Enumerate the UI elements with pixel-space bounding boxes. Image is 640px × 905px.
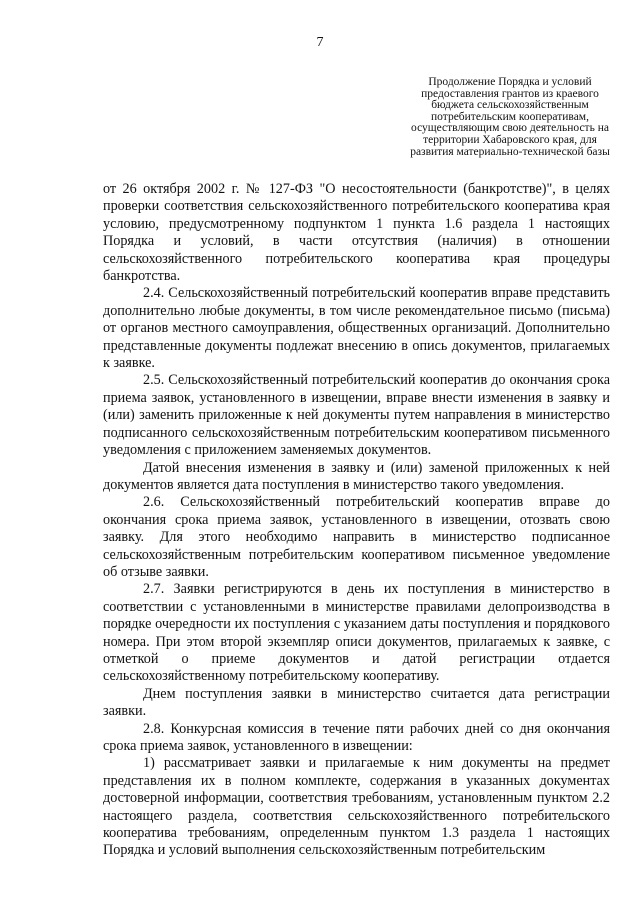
paragraph-receipt-day: Днем поступления заявки в министерство считается дата регистрации заявки. xyxy=(103,685,610,720)
paragraph-bankruptcy-clause: от 26 октября 2002 г. № 127-ФЗ "О несостоятельности (банкротстве)", в целях проверки соответствия сельскохозяйственного потребительского кооператива края условию, предусмотренному подпунктом 1 пункта 1.6 раздела 1 настоящих Порядка и условий, в части отсутствия (наличия) в отношении сельскохозяйственного потребительского кооператива края процедуры банкротства. xyxy=(103,181,610,285)
page-number: 7 xyxy=(316,35,324,50)
paragraph-2-4: 2.4. Сельскохозяйственный потребительский кооператив вправе представить дополнительно любые документы, в том числе рекомендательное письмо (письма) от органов местного самоуправления, общественных организаций. Дополнительно представленные документы подлежат внесению в опись документов, прилагаемых к заявке. xyxy=(103,285,610,372)
body-text xyxy=(103,181,610,860)
continuation-header: Продолжение Порядка и условий предоставления грантов из краевого бюджета сельскохозяйственным потребительским кооперативам, осуществляющим свою деятельность на территории Хабаровского края, для развития материально-технической базы xyxy=(410,76,610,158)
paragraph-change-date: Датой внесения изменения в заявку и (или) заменой приложенных к ней документов является дата поступления в министерство такого уведомления. xyxy=(103,459,610,493)
paragraph-2-7: 2.7. Заявки регистрируются в день их поступления в министерство в соответствии с установленными в министерстве правилами делопроизводства в порядке очередности их поступления с указанием даты поступления и порядкового номера. При этом второй экземпляр описи документов, прилагаемых к заявке, с отметкой о приеме документов и датой регистрации отдается сельскохозяйственному потребительскому кооперативу. xyxy=(103,581,610,685)
paragraph-2-6: 2.6. Сельскохозяйственный потребительский кооператив вправе до окончания срока приема заявок, установленного в извещении, отозвать свою заявку. Для этого необходимо направить в министерство подписанное сельскохозяйственным потребительским кооперативом письменное уведомление об отзыве заявки. xyxy=(103,494,610,580)
paragraph-2-8: 2.8. Конкурсная комиссия в течение пяти рабочих дней со дня окончания срока приема заявок, установленного в извещении: xyxy=(103,720,610,754)
paragraph-2-5: 2.5. Сельскохозяйственный потребительский кооператив до окончания срока приема заявок, установленного в извещении, вправе внести изменения в заявку и (или) заменить приложенные к ней документы путем направления в министерство подписанного сельскохозяйственным потребительским кооперативом письменного уведомления с приложением заменяемых документов. xyxy=(103,372,610,459)
paragraph-2-8-item-1: 1) рассматривает заявки и прилагаемые к ним документы на предмет представления их в полном комплекте, содержания в указанных документах достоверной информации, соответствия требованиям, установленным пунктом 2.2 настоящего раздела, соответствия сельскохозяйственного потребительского кооператива требованиям, определенным пунктом 1.3 раздела 1 настоящих Порядка и условий выполнения сельскохозяйственным потребительским xyxy=(103,755,610,859)
